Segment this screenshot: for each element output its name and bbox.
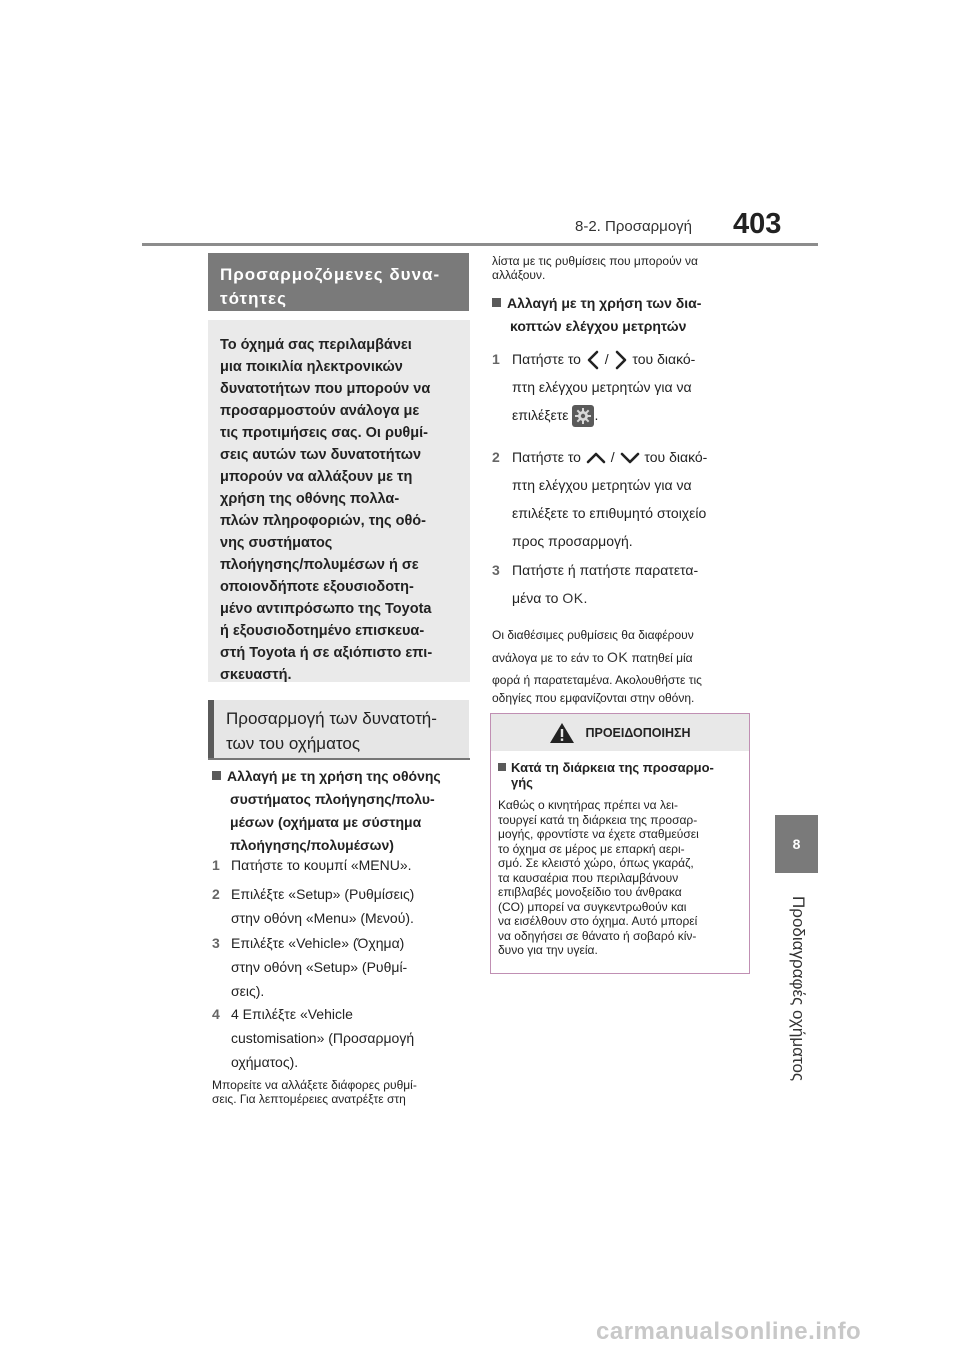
multimedia-subhead: Αλλαγή με τη χρήση της οθόνης συστήματος πλοήγησης/πολυ- μέσων (οχήματα με σύστημα πλοήγησης/πολυμέσων) [212, 765, 474, 857]
features-intro-box: Το όχημά σας περιλαμβάνει μια ποικιλία ηλεκτρονικών δυνατοτήτων που μπορούν να προσαρμοστούν ανάλογα με τις προτιμήσεις σας. Οι ρυθμί- σεις αυτών των δυνατοτήτων μπορούν να αλλάξουν με τη χρήση της οθόνης πολλα- πλών πληροφοριών, της οθό- νης συστήματος πλοήγησης/πολυμέσων ή σε οποιονδήποτε εξουσιοδοτη- μένο αντιπρόσωπο της Toyota ή εξουσιοδοτημένο επισκευα- στή Toyota ή σε αξιόπιστο επι- σκευαστή. [208, 320, 470, 682]
meter-step-3: 3 Πατήστε ή πατήστε παρατετα- μένα το OK. [492, 562, 699, 606]
features-heading: Προσαρμοζόμενες δυνα- τότητες [208, 253, 469, 311]
page-number: 403 [733, 208, 782, 240]
bullet-square-icon [498, 763, 506, 771]
meter-step-1: 1 Πατήστε το / του διακό- πτη ελέγχου μετρητών για να επιλέξετε . [492, 345, 754, 429]
bullet-square-icon [492, 298, 501, 307]
warning-subhead: Κατά τη διάρκεια της προσαρμο- γής [498, 760, 742, 790]
chevron-down-icon [619, 450, 641, 466]
ok-button-label: OK [607, 649, 629, 665]
step-2: 2 Επιλέξτε «Setup» (Ρυθμίσεις) στην οθόνη «Menu» (Μενού). [212, 886, 415, 926]
chevron-right-icon [613, 350, 629, 370]
chevron-left-icon [585, 350, 601, 370]
warning-text: Καθώς ο κινητήρας πρέπει να λει- τουργεί κατά τη διάρκεια της προσαρ- μογής, φροντίστε να έχετε σταθμεύσει το όχημα σε μέρος με επαρκή αερι- σμό. Σε κλειστό χώρο, όπως γκαράζ, τα καυσαέρια που περιλαμβάνουν επιβλαβές μονοξείδιο του άνθρακα (CO) μπορεί να συγκεντρωθούν και να εισέλθουν στο όχημα. Αυτό μπορεί να οδηγήσει σε θάνατο ή σοβαρό κίν- δυνο για την υγεία. [498, 798, 699, 957]
warning-header: ΠΡΟΕΙΔΟΠΟΙΗΣΗ [491, 714, 749, 751]
right-continuation: λίστα με τις ρυθμίσεις που μπορούν να αλλάξουν. [492, 254, 698, 282]
step-4: 4 4 Επιλέξτε «Vehicle customisation» (Προσαρμογή οχήματος). [212, 1006, 415, 1070]
gear-icon [572, 405, 594, 427]
chapter-tab: 8 [775, 815, 818, 873]
left-note: Μπορείτε να αλλάξετε διάφορες ρυθμί- σεις. Για λεπτομέρειες ανατρέξτε στη [212, 1078, 417, 1106]
chapter-title: Προδιαγραφές οχήματος [789, 896, 808, 1082]
step-3: 3 Επιλέξτε «Vehicle» (Όχημα) στην οθόνη «Setup» (Ρυθμί- σεις). [212, 935, 408, 999]
right-note: Οι διαθέσιμες ρυθμίσεις θα διαφέρουν ανάλογα με το εάν το OK πατηθεί μία φορά ή παρατεταμένα. Ακολουθήστε τις οδηγίες που εμφανίζονται στην οθόνη. [492, 628, 702, 705]
heading-rule [208, 758, 470, 760]
chevron-up-icon [585, 450, 607, 466]
bullet-square-icon [212, 771, 221, 780]
step-1: 1 Πατήστε το κουμπί «MENU». [212, 857, 412, 873]
ok-button-label: OK [562, 590, 584, 606]
header-rule [142, 243, 818, 246]
customization-heading: Προσαρμογή των δυνατοτή- των του οχήματος [208, 700, 469, 758]
warning-box [490, 713, 750, 974]
watermark: carmanualsonline.info [596, 1318, 862, 1345]
section-label: 8-2. Προσαρμογή [575, 218, 693, 235]
meter-switch-subhead: Αλλαγή με τη χρήση των δια- κοπτών ελέγχου μετρητών [492, 292, 754, 338]
meter-step-2: 2 Πατήστε το / του διακό- πτη ελέγχου μετρητών για να επιλέξετε το επιθυμητό στοιχείο προς προσαρμογή. [492, 449, 708, 549]
warning-triangle-icon [549, 722, 575, 744]
